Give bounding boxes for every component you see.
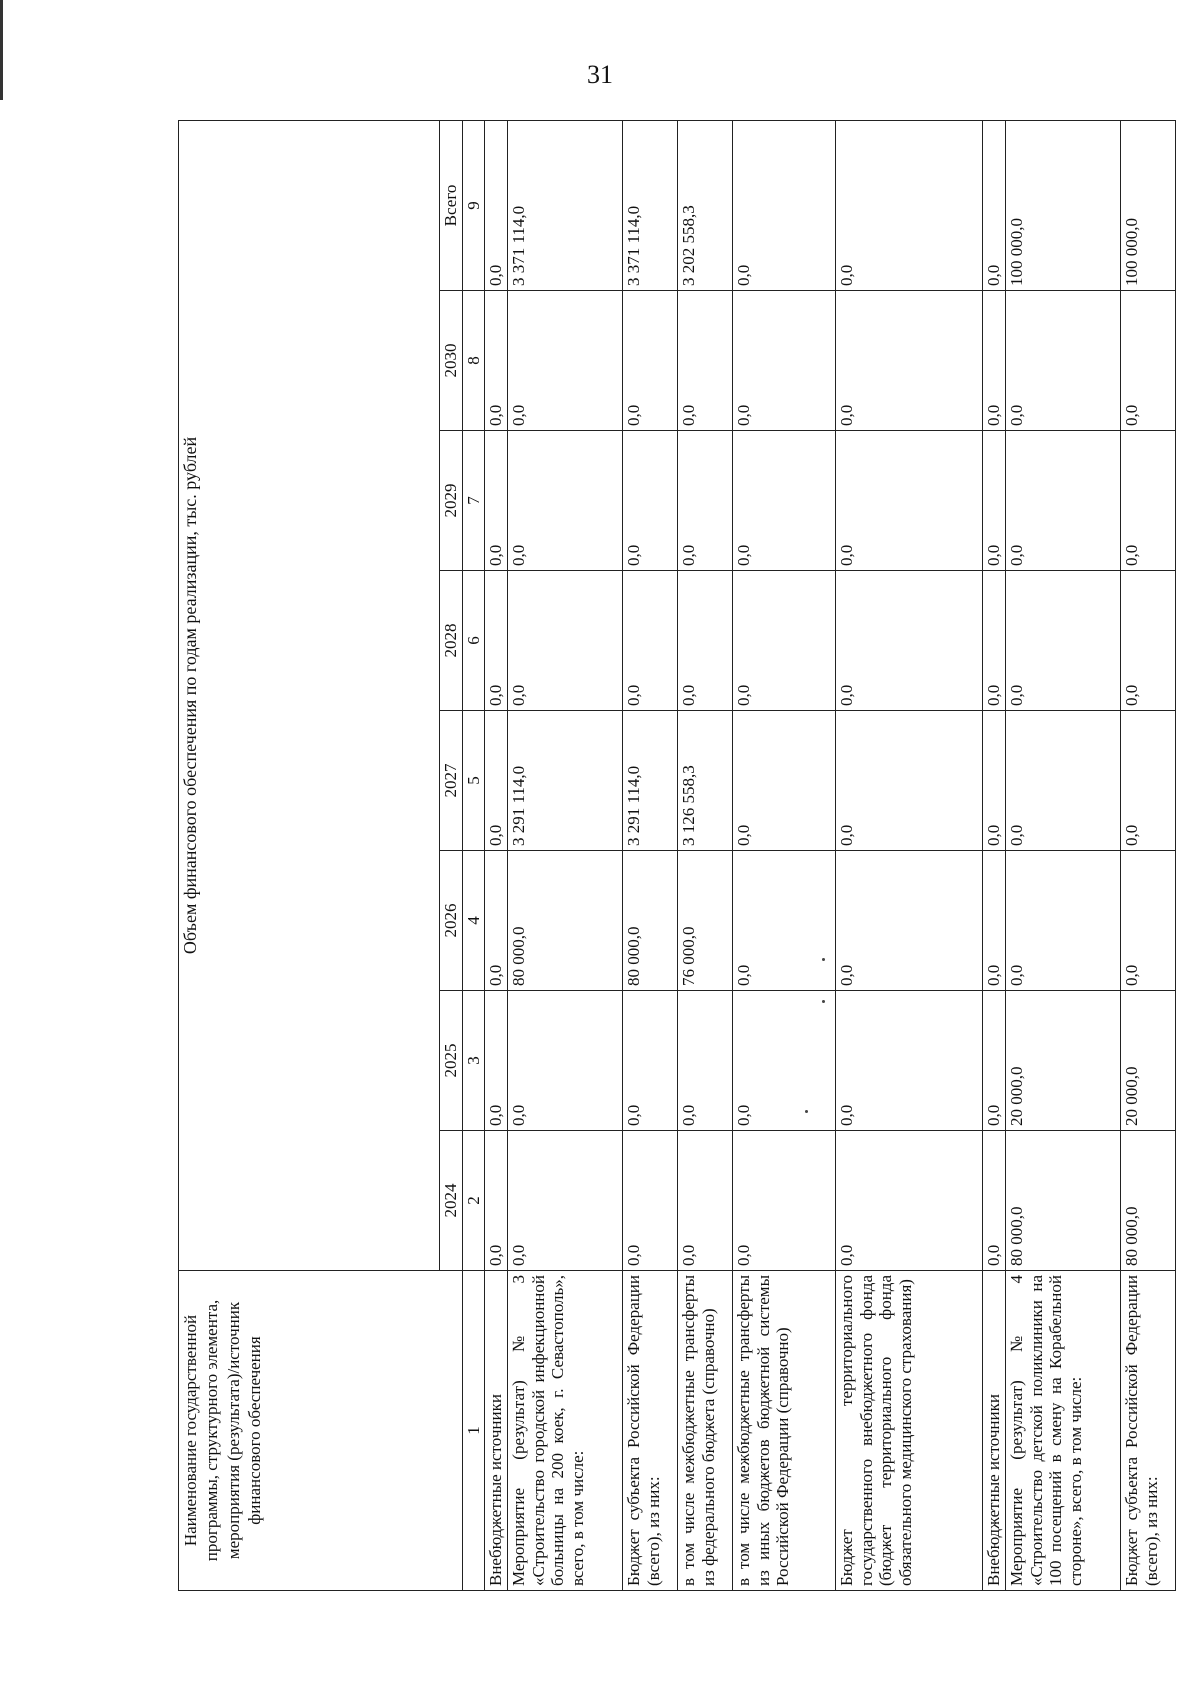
column-number: 1 [462,1271,485,1591]
table-row [1006,120,1121,1590]
column-number: 4 [462,851,485,991]
row-label: Внебюджетные источники [983,1271,1006,1591]
row-value: 0,0 [485,571,508,711]
row-value: 0,0 [678,291,733,431]
row-value: 0,0 [678,1131,733,1271]
row-value: 0,0 [623,291,678,431]
row-value: 0,0 [485,991,508,1131]
column-number: 8 [462,291,485,431]
row-value: 0,0 [508,991,623,1131]
table-row [836,120,983,1590]
row-value: 0,0 [836,711,983,851]
table-row [733,120,836,1590]
header-volume-title: Объем финансового обеспечения по годам реализации, тыс. рублей [179,120,440,1270]
row-total: 3 371 114,0 [623,120,678,290]
row-value: 80 000,0 [508,851,623,991]
row-value: 0,0 [983,991,1006,1131]
row-label: в том числе межбюджетные трансферты из иных бюджетов бюджетной системы Российской Федерации (справочно) [733,1271,836,1591]
row-value: 76 000,0 [678,851,733,991]
header-year: 2024 [440,1131,463,1271]
row-total: 0,0 [983,120,1006,290]
row-value: 3 291 114,0 [508,711,623,851]
row-value: 0,0 [733,1131,836,1271]
row-value: 0,0 [836,991,983,1131]
row-value: 0,0 [1006,571,1121,711]
table-row [1121,120,1176,1590]
row-value: 0,0 [733,711,836,851]
header-total: Всего [440,120,463,290]
row-label: Бюджет территориального государственного внебюджетного фонда (бюджет территориального фонда обязательного медицинского страхования) [836,1271,983,1591]
row-value: 0,0 [836,291,983,431]
row-value: 0,0 [1121,571,1176,711]
row-value: 0,0 [836,851,983,991]
row-value: 0,0 [983,1131,1006,1271]
row-value: 0,0 [508,1131,623,1271]
row-label: Мероприятие (результат) № 3 «Строительство городской инфекционной больницы на 200 коек, г. Севастополь», всего, в том числе: [508,1271,623,1591]
row-value: 80 000,0 [1121,1131,1176,1271]
row-value: 0,0 [1121,851,1176,991]
header-name-column: Наименование государственной программы, структурного элемента, мероприятия (результата)/источник финансового обеспечения [179,1271,463,1591]
row-value: 0,0 [836,1131,983,1271]
row-value: 0,0 [508,291,623,431]
row-value: 0,0 [733,431,836,571]
budget-table [178,120,1176,1591]
header-year: 2025 [440,991,463,1131]
row-total: 0,0 [836,120,983,290]
row-value: 0,0 [1121,711,1176,851]
row-value: 0,0 [1006,711,1121,851]
row-value: 0,0 [485,291,508,431]
row-value: 0,0 [678,571,733,711]
header-year: 2026 [440,851,463,991]
row-value: 3 291 114,0 [623,711,678,851]
row-value: 0,0 [1006,851,1121,991]
row-value: 0,0 [733,851,836,991]
row-value: 80 000,0 [623,851,678,991]
column-number: 3 [462,991,485,1131]
row-value: 0,0 [678,991,733,1131]
table-row [983,120,1006,1590]
row-value: 0,0 [836,431,983,571]
row-value: 0,0 [485,1131,508,1271]
row-value: 0,0 [508,431,623,571]
row-value: 0,0 [983,851,1006,991]
row-total: 0,0 [485,120,508,290]
row-value: 0,0 [1121,431,1176,571]
row-total: 0,0 [733,120,836,290]
row-label: в том числе межбюджетные трансферты из федерального бюджета (справочно) [678,1271,733,1591]
row-value: 0,0 [983,571,1006,711]
page-number: 31 [587,60,613,89]
table-row [623,120,678,1590]
header-year: 2027 [440,711,463,851]
column-number: 9 [462,120,485,290]
row-value: 0,0 [485,711,508,851]
row-value: 0,0 [508,571,623,711]
row-total: 100 000,0 [1121,120,1176,290]
row-value: 0,0 [623,431,678,571]
row-value: 0,0 [1006,291,1121,431]
row-value: 0,0 [983,711,1006,851]
row-label: Внебюджетные источники [485,1271,508,1591]
row-value: 0,0 [678,431,733,571]
row-value: 0,0 [733,991,836,1131]
row-value: 0,0 [733,291,836,431]
row-value: 0,0 [983,431,1006,571]
table-row [508,120,623,1590]
row-value: 0,0 [485,851,508,991]
table-row [678,120,733,1590]
row-value: 0,0 [1121,291,1176,431]
row-value: 0,0 [983,291,1006,431]
row-value: 0,0 [733,571,836,711]
header-year: 2028 [440,571,463,711]
row-value: 80 000,0 [1006,1131,1121,1271]
column-number: 5 [462,711,485,851]
row-total: 100 000,0 [1006,120,1121,290]
column-number: 6 [462,571,485,711]
rotated-table-container [178,121,1178,1591]
row-label: Бюджет субъекта Российской Федерации (всего), из них: [1121,1271,1176,1591]
row-value: 20 000,0 [1121,991,1176,1131]
row-value: 0,0 [623,571,678,711]
row-label: Бюджет субъекта Российской Федерации (всего), из них: [623,1271,678,1591]
table-row [485,120,508,1590]
header-year: 2030 [440,291,463,431]
row-value: 0,0 [623,1131,678,1271]
row-value: 3 126 558,3 [678,711,733,851]
row-total: 3 371 114,0 [508,120,623,290]
column-number: 2 [462,1131,485,1271]
row-value: 0,0 [485,431,508,571]
header-year: 2029 [440,431,463,571]
row-total: 3 202 558,3 [678,120,733,290]
row-value: 20 000,0 [1006,991,1121,1131]
row-value: 0,0 [623,991,678,1131]
column-number: 7 [462,431,485,571]
row-value: 0,0 [836,571,983,711]
row-label: Мероприятие (результат) № 4 «Строительство детской поликлиники на 100 посещений в смену на Корабельной стороне», всего, в том числе: [1006,1271,1121,1591]
row-value: 0,0 [1006,431,1121,571]
